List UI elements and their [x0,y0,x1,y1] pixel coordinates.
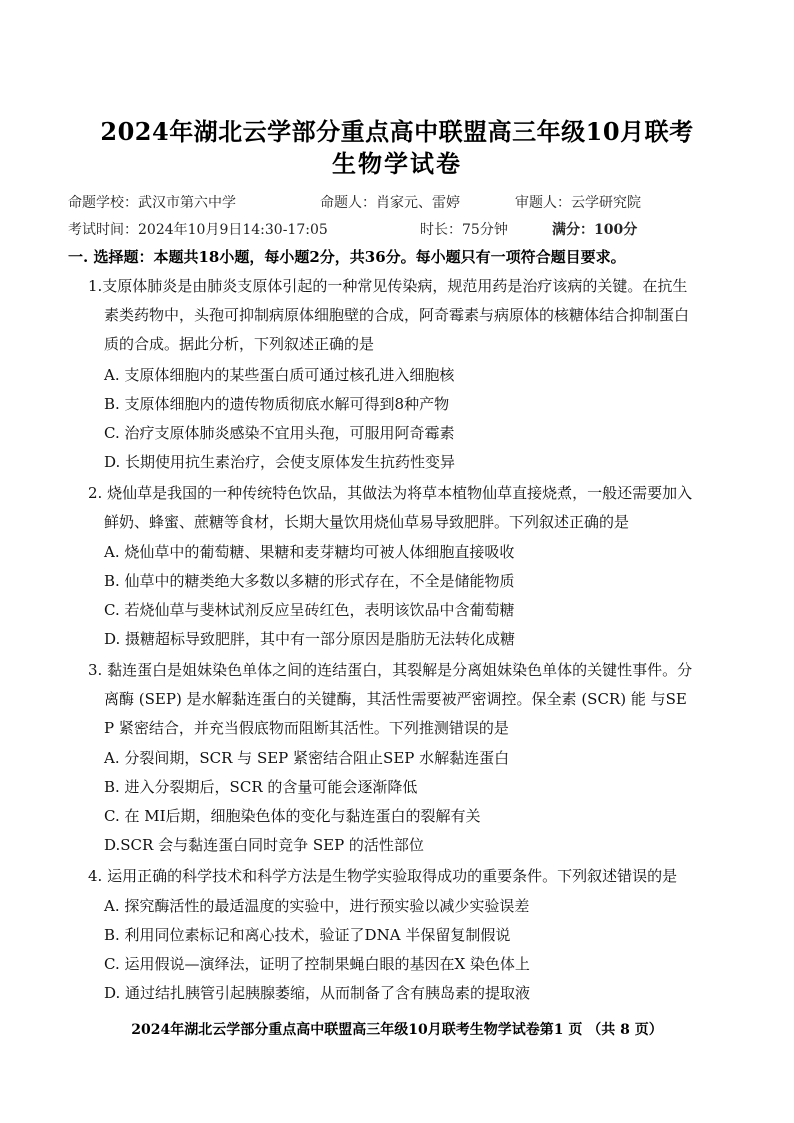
q3-option-b: B. 进入分裂期后，SCR 的含量可能会逐渐降低 [104,778,418,796]
meta-reviewer: 审题人：云学研究院 [515,195,641,211]
q3-option-a: A. 分裂间期，SCR 与 SEP 紧密结合阻止SEP 水解黏连蛋白 [104,749,510,767]
section-heading: 一. 选择题：本题共18小题，每小题2分，共36分。每小题只有一项符合题目要求。 [68,248,626,266]
exam-subject-title: 生物学试卷 [332,149,462,178]
q2-option-a: A. 烧仙草中的葡萄糖、果糖和麦芽糖均可被人体细胞直接吸收 [104,543,515,561]
q1-stem-line: 1.支原体肺炎是由肺炎支原体引起的一种常见传染病，规范用药是治疗该病的关键。在抗生 [88,277,688,295]
page-footer: 2024年湖北云学部分重点高中联盟高三年级10月联考生物学试卷第1 页 （共 8 页） [131,1022,663,1038]
q4-stem-line: 4. 运用正确的科学技术和科学方法是生物学实验取得成功的重要条件。下列叙述错误的是 [88,867,678,885]
meta-school: 命题学校：武汉市第六中学 [68,195,236,211]
meta-full-score: 满分：100分 [552,222,638,238]
exam-title: 2024年湖北云学部分重点高中联盟高三年级10月联考 [100,117,694,146]
q4-option-c: C. 运用假说—演绎法，证明了控制果蝇白眼的基因在X 染色体上 [104,955,530,973]
q3-stem-line: P 紧密结合，并充当假底物而阻断其活性。下列推测错误的是 [104,719,509,737]
q1-option-a: A. 支原体细胞内的某些蛋白质可通过核孔进入细胞核 [104,366,455,384]
q1-stem-line: 素类药物中，头孢可抑制病原体细胞壁的合成，阿奇霉素与病原体的核糖体结合抑制蛋白 [104,306,690,324]
q2-stem-line: 鲜奶、蜂蜜、蔗糖等食材，长期大量饮用烧仙草易导致肥胖。下列叙述正确的是 [104,513,630,531]
q2-option-d: D. 摄糖超标导致肥胖，其中有一部分原因是脂肪无法转化成糖 [104,630,516,648]
q3-stem-line: 3. 黏连蛋白是姐妹染色单体之间的连结蛋白，其裂解是分离姐妹染色单体的关键性事件。分 [88,661,693,679]
q3-option-d: D.SCR 会与黏连蛋白同时竞争 SEP 的活性部位 [104,836,424,854]
q4-option-d: D. 通过结扎胰管引起胰腺萎缩，从而制备了含有胰岛素的提取液 [104,984,531,1002]
q2-stem-line: 2. 烧仙草是我国的一种传统特色饮品，其做法为将草本植物仙草直接烧煮，一般还需要加入 [88,484,693,502]
meta-duration: 时长：75分钟 [420,222,508,238]
q1-stem-line: 质的合成。据此分析，下列叙述正确的是 [104,335,375,353]
meta-exam-time: 考试时间：2024年10月9日14:30-17:05 [68,222,328,238]
q4-option-a: A. 探究酶活性的最适温度的实验中，进行预实验以减少实验误差 [104,897,530,915]
q3-option-c: C. 在 MI后期，细胞染色体的变化与黏连蛋白的裂解有关 [104,807,481,825]
meta-author: 命题人：肖家元、雷婷 [320,195,460,211]
q2-option-b: B. 仙草中的糖类绝大多数以多糖的形式存在，不全是储能物质 [104,572,515,590]
q2-option-c: C. 若烧仙草与斐林试剂反应呈砖红色，表明该饮品中含葡萄糖 [104,601,515,619]
q4-option-b: B. 利用同位素标记和离心技术，验证了DNA 半保留复制假说 [104,926,511,944]
q1-option-b: B. 支原体细胞内的遗传物质彻底水解可得到8种产物 [104,395,450,413]
q1-option-d: D. 长期使用抗生素治疗，会使支原体发生抗药性变异 [104,453,456,471]
q1-option-c: C. 治疗支原体肺炎感染不宜用头孢，可服用阿奇霉素 [104,424,455,442]
q3-stem-line: 离酶 (SEP) 是水解黏连蛋白的关键酶，其活性需要被严密调控。保全素 (SCR) 能 与SE [104,690,687,708]
